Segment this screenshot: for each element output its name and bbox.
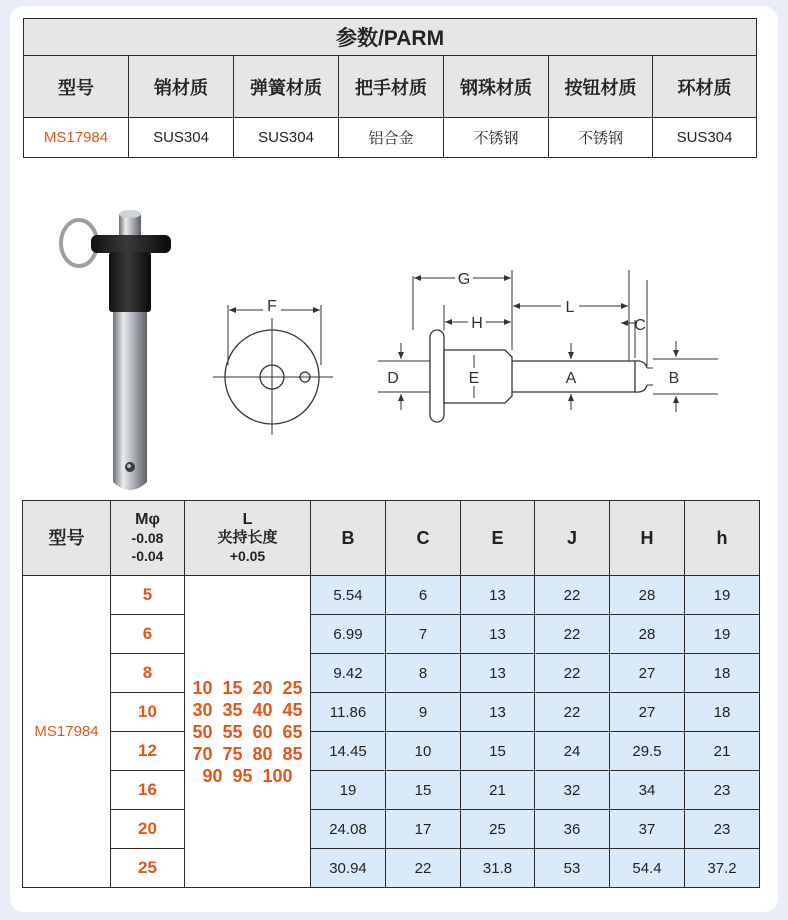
spec-value-b: 9.42 bbox=[311, 654, 386, 693]
spec-value-h-upper: 34 bbox=[610, 771, 685, 810]
spec-value-c: 10 bbox=[386, 732, 461, 771]
value-spring-material: SUS304 bbox=[234, 118, 339, 158]
spec-value-j: 22 bbox=[535, 693, 610, 732]
spec-value-h-upper: 28 bbox=[610, 615, 685, 654]
spec-m-value: 8 bbox=[111, 654, 185, 693]
table-row bbox=[23, 849, 760, 888]
l-description: 夹持长度 bbox=[217, 529, 278, 546]
table-row bbox=[23, 654, 760, 693]
parameter-value-row bbox=[24, 118, 757, 158]
spec-value-b: 11.86 bbox=[311, 693, 386, 732]
handle-body bbox=[109, 252, 151, 312]
front-view bbox=[213, 305, 333, 435]
length-option-line: 10 15 20 25 bbox=[192, 677, 303, 698]
spec-value-b: 19 bbox=[311, 771, 386, 810]
length-option-line: 90 95 100 bbox=[202, 765, 293, 786]
spec-value-h-upper: 28 bbox=[610, 576, 685, 615]
spec-value-e: 31.8 bbox=[461, 849, 535, 888]
spec-header-h-upper: H bbox=[610, 501, 685, 576]
spec-value-h-upper: 27 bbox=[610, 654, 685, 693]
spec-m-value: 16 bbox=[111, 771, 185, 810]
spec-value-h-lower: 37.2 bbox=[685, 849, 760, 888]
spec-length-options bbox=[185, 576, 311, 888]
table-row bbox=[23, 693, 760, 732]
spec-value-h-lower: 18 bbox=[685, 654, 760, 693]
label-c: C bbox=[634, 317, 646, 334]
value-button-material: 不锈钢 bbox=[549, 118, 653, 158]
specification-table bbox=[22, 500, 760, 888]
label-e: E bbox=[468, 370, 480, 387]
spec-value-b: 24.08 bbox=[311, 810, 386, 849]
spec-value-h-upper: 29.5 bbox=[610, 732, 685, 771]
header-handle-material: 把手材质 bbox=[339, 56, 444, 118]
spec-body bbox=[23, 576, 760, 888]
spec-header-e: E bbox=[461, 501, 535, 576]
spec-value-h-upper: 37 bbox=[610, 810, 685, 849]
spec-header-l bbox=[185, 501, 311, 576]
spec-header-b: B bbox=[311, 501, 386, 576]
spec-value-h-lower: 18 bbox=[685, 693, 760, 732]
spec-m-value: 6 bbox=[111, 615, 185, 654]
spec-header-j: J bbox=[535, 501, 610, 576]
value-ring-material: SUS304 bbox=[653, 118, 757, 158]
header-button-material: 按钮材质 bbox=[549, 56, 653, 118]
label-f: F bbox=[267, 298, 277, 315]
spec-value-h-lower: 19 bbox=[685, 576, 760, 615]
spec-value-j: 53 bbox=[535, 849, 610, 888]
spec-value-h-upper: 54.4 bbox=[610, 849, 685, 888]
length-option-line: 30 35 40 45 bbox=[192, 699, 303, 720]
m-tolerance-upper: -0.08 bbox=[131, 530, 164, 546]
l-title: L bbox=[242, 511, 253, 528]
length-option-line: 70 75 80 85 bbox=[192, 743, 303, 764]
spec-m-value: 5 bbox=[111, 576, 185, 615]
header-model: 型号 bbox=[24, 56, 129, 118]
spec-header-m bbox=[111, 501, 185, 576]
spec-header-c: C bbox=[386, 501, 461, 576]
header-ball-material: 钢珠材质 bbox=[444, 56, 549, 118]
spec-value-e: 13 bbox=[461, 615, 535, 654]
spec-value-c: 8 bbox=[386, 654, 461, 693]
spec-m-value: 25 bbox=[111, 849, 185, 888]
spec-value-b: 14.45 bbox=[311, 732, 386, 771]
parameter-table bbox=[23, 18, 757, 158]
table-row bbox=[23, 732, 760, 771]
spec-value-e: 15 bbox=[461, 732, 535, 771]
spec-header-row bbox=[23, 501, 760, 576]
table-row bbox=[23, 576, 760, 615]
spec-m-value: 12 bbox=[111, 732, 185, 771]
spec-value-e: 13 bbox=[461, 693, 535, 732]
spec-value-h-lower: 23 bbox=[685, 810, 760, 849]
label-g: G bbox=[457, 271, 471, 288]
spec-value-j: 36 bbox=[535, 810, 610, 849]
pin-shaft bbox=[113, 312, 147, 482]
spec-header-h-lower: h bbox=[685, 501, 760, 576]
header-ring-material: 环材质 bbox=[653, 56, 757, 118]
spec-value-c: 17 bbox=[386, 810, 461, 849]
spec-value-j: 32 bbox=[535, 771, 610, 810]
side-view bbox=[378, 270, 718, 422]
header-pin-material: 销材质 bbox=[129, 56, 234, 118]
spec-value-j: 22 bbox=[535, 654, 610, 693]
m-title: Mφ bbox=[135, 511, 160, 528]
spec-value-b: 30.94 bbox=[311, 849, 386, 888]
l-tolerance: +0.05 bbox=[229, 548, 266, 564]
spec-value-e: 25 bbox=[461, 810, 535, 849]
value-pin-material: SUS304 bbox=[129, 118, 234, 158]
spec-m-value: 10 bbox=[111, 693, 185, 732]
technical-drawing bbox=[23, 180, 758, 498]
spec-value-j: 24 bbox=[535, 732, 610, 771]
spec-value-c: 15 bbox=[386, 771, 461, 810]
value-ball-material: 不锈钢 bbox=[444, 118, 549, 158]
parameter-header-row bbox=[24, 56, 757, 118]
label-b: B bbox=[668, 370, 680, 387]
label-l: L bbox=[565, 299, 575, 316]
value-model: MS17984 bbox=[24, 118, 129, 158]
spec-value-h-lower: 19 bbox=[685, 615, 760, 654]
spec-value-h-upper: 27 bbox=[610, 693, 685, 732]
spec-value-h-lower: 21 bbox=[685, 732, 760, 771]
spec-value-b: 6.99 bbox=[311, 615, 386, 654]
header-spring-material: 弹簧材质 bbox=[234, 56, 339, 118]
length-option-line: 50 55 60 65 bbox=[192, 721, 303, 742]
spec-value-j: 22 bbox=[535, 615, 610, 654]
label-h: H bbox=[471, 315, 483, 332]
value-handle-material: 铝合金 bbox=[339, 118, 444, 158]
label-a: A bbox=[565, 370, 577, 387]
spec-value-c: 7 bbox=[386, 615, 461, 654]
spec-header-model: 型号 bbox=[23, 501, 111, 576]
spec-value-e: 13 bbox=[461, 654, 535, 693]
m-tolerance-lower: -0.04 bbox=[131, 548, 164, 564]
spec-value-e: 21 bbox=[461, 771, 535, 810]
product-photo bbox=[61, 210, 171, 490]
table-row bbox=[23, 810, 760, 849]
spec-value-c: 6 bbox=[386, 576, 461, 615]
table-row bbox=[23, 771, 760, 810]
table-row bbox=[23, 615, 760, 654]
spec-model: MS17984 bbox=[23, 576, 111, 888]
spec-value-b: 5.54 bbox=[311, 576, 386, 615]
spec-value-e: 13 bbox=[461, 576, 535, 615]
spec-value-c: 22 bbox=[386, 849, 461, 888]
handle-flange bbox=[91, 235, 171, 253]
spec-value-c: 9 bbox=[386, 693, 461, 732]
parameter-title: 参数/PARM bbox=[24, 19, 757, 56]
spec-value-j: 22 bbox=[535, 576, 610, 615]
spec-value-h-lower: 23 bbox=[685, 771, 760, 810]
spec-m-value: 20 bbox=[111, 810, 185, 849]
label-d: D bbox=[387, 370, 399, 387]
